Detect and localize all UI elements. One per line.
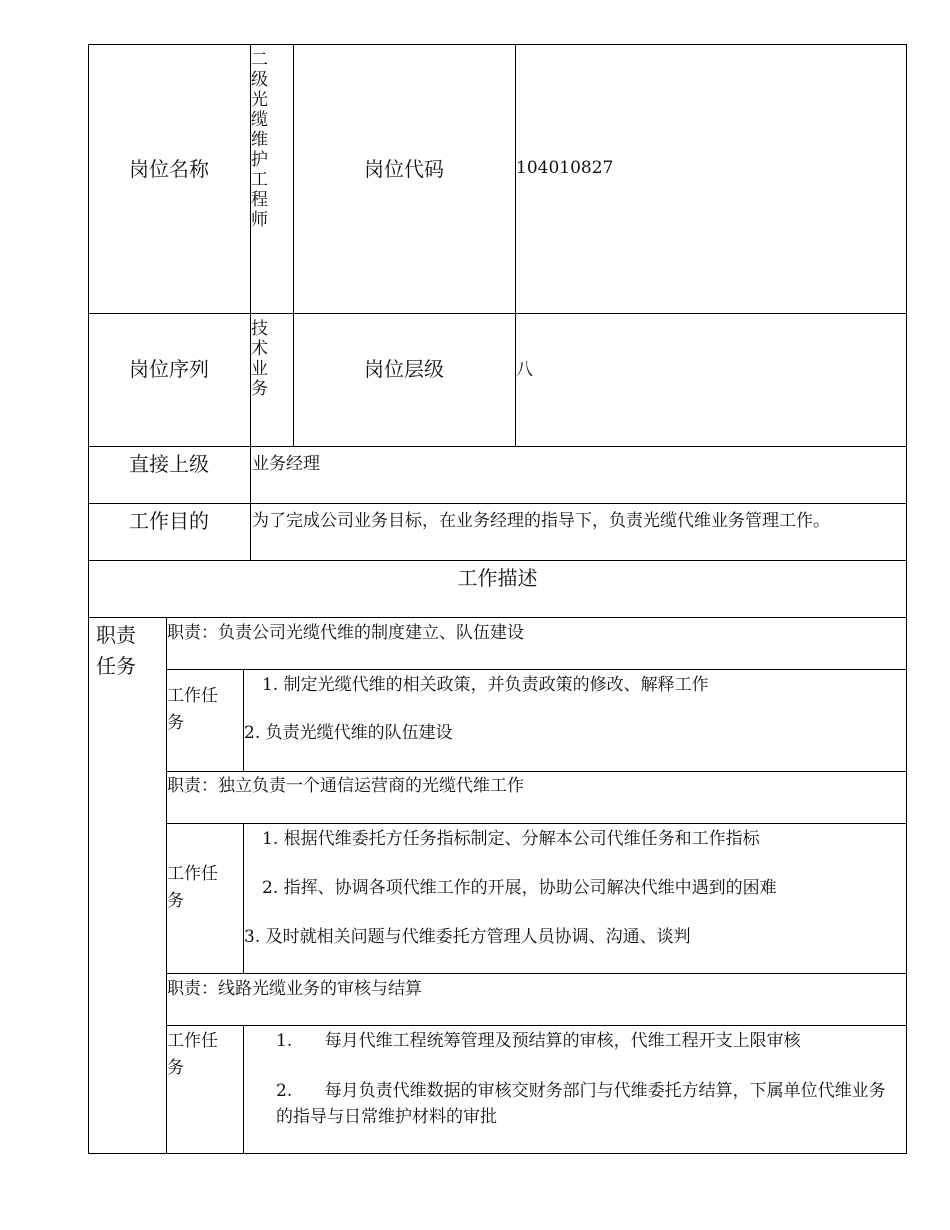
task-item: 2. 负责光缆代维的队伍建设 — [244, 723, 453, 743]
task-label-line1: 工作任 — [167, 686, 218, 706]
duty-title: 职责：线路光缆业务的审核与结算 — [167, 979, 422, 999]
row-divider — [166, 823, 907, 824]
task-item: 1. 根据代维委托方任务指标制定、分解本公司代维任务和工作指标 — [262, 829, 760, 849]
row-divider — [88, 560, 907, 561]
row-divider — [88, 617, 907, 618]
task-label-line1: 工作任 — [167, 1031, 218, 1051]
position-code-label: 岗位代码 — [364, 157, 444, 181]
position-name-label: 岗位名称 — [129, 157, 209, 181]
col-divider — [293, 44, 294, 446]
col-divider — [243, 823, 244, 973]
col-divider — [243, 1025, 244, 1154]
task-item: 2. 指挥、协调各项代维工作的开展，协助公司解决代维中遇到的困难 — [262, 878, 777, 898]
col-divider — [515, 44, 516, 446]
direct-superior-value: 业务经理 — [252, 454, 320, 474]
task-item: 1. 制定光缆代维的相关政策，并负责政策的修改、解释工作 — [262, 675, 709, 695]
row-divider — [166, 1025, 907, 1026]
duty-title: 职责：独立负责一个通信运营商的光缆代维工作 — [167, 776, 524, 796]
work-purpose-label: 工作目的 — [129, 509, 209, 533]
direct-superior-label: 直接上级 — [129, 452, 209, 476]
position-name-value: 二级光缆维护工程师 — [251, 50, 268, 230]
position-code-value: 104010827 — [516, 158, 614, 178]
position-series-value: 技术业务 — [251, 319, 268, 399]
task-item: 3. 及时就相关问题与代维委托方管理人员协调、沟通、谈判 — [244, 927, 691, 947]
position-series-label: 岗位序列 — [129, 357, 209, 381]
row-divider — [166, 669, 907, 670]
col-divider — [243, 669, 244, 771]
duty-title: 职责：负责公司光缆代维的制度建立、队伍建设 — [167, 623, 524, 643]
row-divider — [88, 503, 907, 504]
task-label-line1: 工作任 — [167, 864, 218, 884]
side-label-duties: 职责 — [96, 623, 136, 647]
row-divider — [166, 973, 907, 974]
row-divider — [88, 313, 907, 314]
side-label-tasks: 任务 — [96, 654, 136, 678]
task-label-line2: 务 — [167, 713, 184, 733]
task-label-line2: 务 — [167, 1058, 184, 1078]
row-divider — [166, 771, 907, 772]
position-level-label: 岗位层级 — [364, 357, 444, 381]
work-description-title: 工作描述 — [457, 566, 538, 590]
position-level-value: 八 — [516, 360, 533, 380]
task-label-line2: 务 — [167, 891, 184, 911]
row-divider — [88, 446, 907, 447]
work-purpose-value: 为了完成公司业务目标，在业务经理的指导下，负责光缆代维业务管理工作。 — [252, 511, 830, 531]
task-item: 2. 每月负责代维数据的审核交财务部门与代维委托方结算，下属单位代维业务的指导与日常维护材料的审批 — [276, 1081, 886, 1127]
task-item: 1. 每月代维工程统筹管理及预结算的审核，代维工程开支上限审核 — [276, 1031, 801, 1051]
